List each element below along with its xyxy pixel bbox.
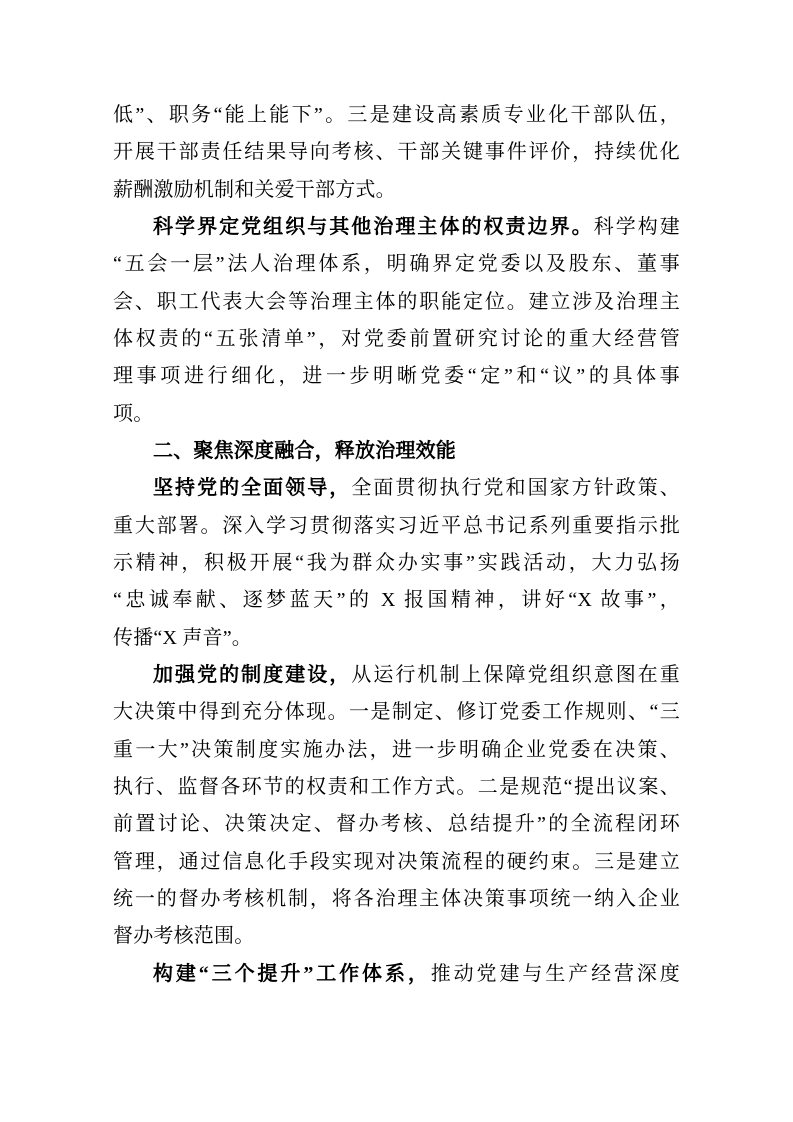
- text-run: 理事项进行细化，进一步明晰党委“定”和“议”的具体事: [113, 365, 680, 388]
- text-line: [113, 918, 680, 955]
- text-run: 低”、职务“能上能下”。三是建设高素质专业化干部队伍，: [113, 104, 680, 126]
- bold-run: 构建“三个提升”工作体系，: [153, 962, 431, 985]
- text-run: 全面贯彻执行党和国家方针政策、: [351, 477, 680, 500]
- text-line: [113, 769, 680, 806]
- bold-run: 坚持党的全面领导，: [153, 477, 352, 500]
- text-run: “五会一层”法人治理体系，明确界定党委以及股东、董事: [113, 253, 680, 276]
- text-line: [113, 732, 680, 769]
- text-line: [113, 844, 680, 881]
- text-line: [113, 246, 680, 283]
- text-run: “忠诚奉献、逐梦蓝天”的 X 报国精神，讲好“X 故事”，: [113, 589, 680, 612]
- text-run: 体权责的“五张清单”，对党委前置研究讨论的重大经营管: [113, 327, 680, 350]
- text-line: [113, 134, 680, 171]
- bold-run: 二、聚焦深度融合，释放治理效能: [153, 439, 456, 462]
- text-line: [113, 582, 680, 619]
- text-run: 管理，通过信息化手段实现对决策流程的硬约束。三是建立: [113, 850, 680, 873]
- text-line: [113, 284, 680, 321]
- section-heading: [113, 433, 680, 470]
- text-run: 科学构建: [593, 215, 680, 238]
- text-run: 重一大”决策制度实施办法，进一步明确企业党委在决策、: [113, 738, 680, 761]
- text-line: [113, 470, 680, 507]
- text-line: [113, 172, 680, 209]
- text-run: 大决策中得到充分体现。一是制定、修订党委工作规则、“三: [113, 701, 680, 724]
- text-run: 推动党建与生产经营深度: [430, 962, 680, 985]
- text-line: [113, 508, 680, 545]
- text-run: 开展干部责任结果导向考核、干部关键事件评价，持续优化: [113, 141, 680, 164]
- text-run: 薪酬激励机制和关爱干部方式。: [113, 178, 396, 201]
- text-line: [113, 396, 680, 433]
- bold-run: 科学界定党组织与其他治理主体的权责边界。: [153, 215, 594, 238]
- text-line: [113, 321, 680, 358]
- text-line: [113, 694, 680, 731]
- text-run: 统一的督办考核机制，将各治理主体决策事项统一纳入企业: [113, 887, 680, 910]
- text-line: [113, 881, 680, 918]
- text-line: [113, 620, 680, 657]
- text-run: 重大部署。深入学习贯彻落实习近平总书记系列重要指示批: [113, 514, 680, 537]
- text-line: [113, 97, 680, 134]
- bold-run: 加强党的制度建设，: [153, 663, 352, 686]
- text-line: [113, 956, 680, 993]
- text-run: 示精神，积极开展“我为群众办实事”实践活动，大力弘扬: [113, 551, 680, 574]
- text-line: [113, 358, 680, 395]
- text-run: 前置讨论、决策决定、督办考核、总结提升”的全流程闭环: [113, 813, 680, 836]
- text-run: 从运行机制上保障党组织意图在重: [351, 663, 680, 686]
- text-line: [113, 657, 680, 694]
- text-line: [113, 545, 680, 582]
- text-run: 会、职工代表大会等治理主体的职能定位。建立涉及治理主: [113, 290, 680, 313]
- text-run: 执行、监督各环节的权责和工作方式。二是规范“提出议案、: [113, 775, 680, 798]
- text-run: 督办考核范围。: [113, 925, 255, 948]
- text-run: 项。: [113, 402, 154, 425]
- text-line: [113, 806, 680, 843]
- text-line: [113, 209, 680, 246]
- document-body: [113, 97, 680, 993]
- text-run: 传播“X 声音”。: [113, 626, 252, 649]
